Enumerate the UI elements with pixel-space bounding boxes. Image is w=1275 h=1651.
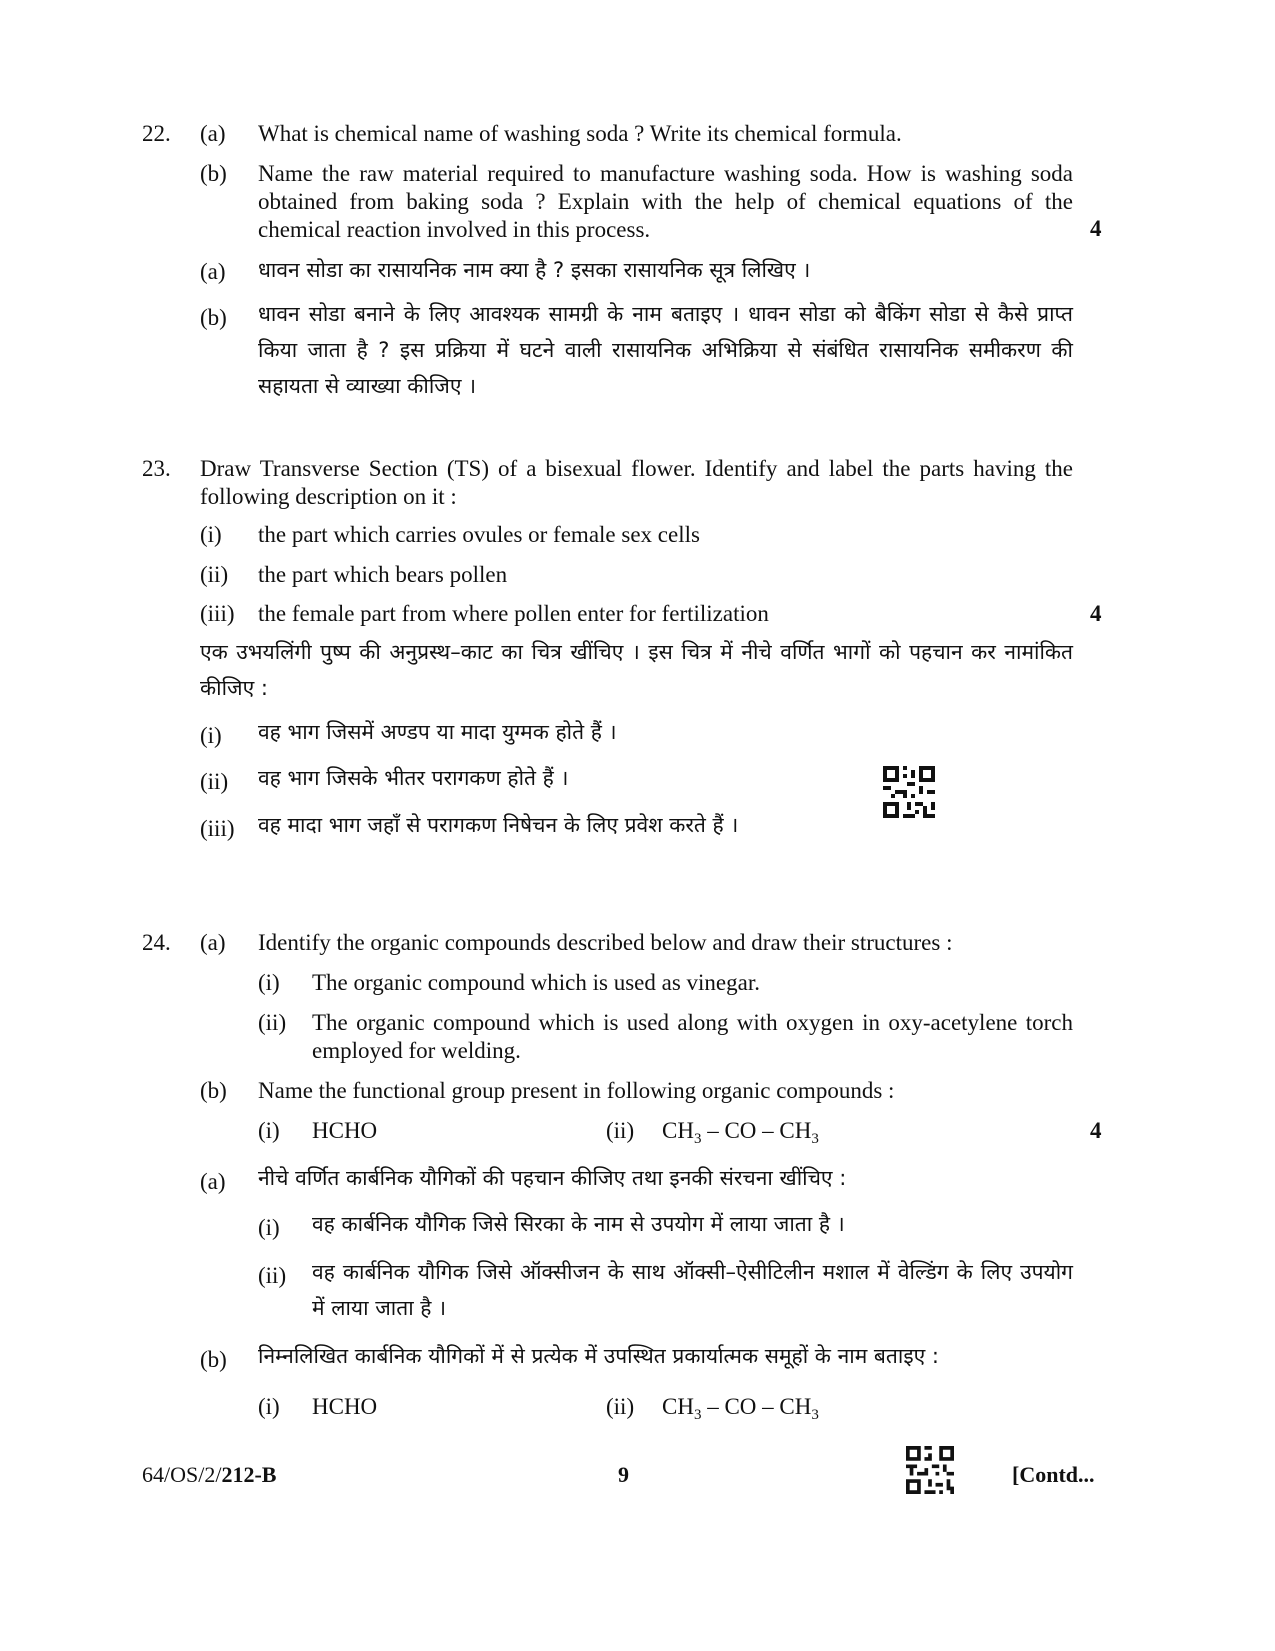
q24-b-text: Name the functional group present in following organic compounds : — [258, 1078, 895, 1103]
q23-hi-ii-text: वह भाग जिसके भीतर परागकण होते हैं । — [258, 766, 569, 790]
q23-hi-iii-label: (iii) — [200, 816, 235, 841]
q24-hi-b-ii-formula: $CH_3$ – CO – $CH_3$ — [662, 1394, 819, 1423]
q24-b-label: (b) — [200, 1078, 227, 1103]
q22-number: 22. — [142, 121, 171, 146]
q23-number: 23. — [142, 456, 171, 481]
q22-a-label: (a) — [200, 121, 226, 146]
q23-iii-label: (iii) — [200, 601, 235, 626]
q22-hi-b-text: धावन सोडा बनाने के लिए आवश्यक सामग्री के नाम बताइए । धावन सोडा को बैकिंग सोडा से कैसे प्राप्त किया जाता है ? इस प्रक्रिया में घटने वाली रासायनिक अभिक्रिया से संबंधित रासायनिक समीकरण की सहायता से व्याख्या कीजिए । — [258, 302, 1073, 398]
q24-hi-b-label: (b) — [200, 1347, 227, 1372]
q22-hi-a-text: धावन सोडा का रासायनिक नाम क्या है ? इसका रासायनिक सूत्र लिखिए । — [258, 258, 811, 282]
q22-marks: 4 — [1090, 216, 1102, 241]
q24-b-i-label: (i) — [258, 1118, 280, 1143]
q24-a-ii-label: (ii) — [258, 1010, 287, 1035]
q24-hi-a-label: (a) — [200, 1169, 226, 1194]
footer-contd: [Contd... — [1012, 1462, 1095, 1487]
q24-a-label: (a) — [200, 930, 226, 955]
q24-hi-b-i-label: (i) — [258, 1394, 280, 1419]
q24-hi-a-i-label: (i) — [258, 1215, 280, 1240]
q23-marks: 4 — [1090, 601, 1102, 626]
q23-ii-label: (ii) — [200, 562, 229, 587]
q23-i-text: the part which carries ovules or female sex cells — [258, 522, 700, 547]
q22-b-text: Name the raw material required to manufacture washing soda. How is washing soda obtained from baking soda ? Explain with the help of chemical equations of the chemical reaction involved in this process. — [258, 161, 1073, 242]
q24-hi-a-i-text: वह कार्बनिक यौगिक जिसे सिरका के नाम से उपयोग में लाया जाता है । — [312, 1212, 845, 1236]
qr-code-icon — [906, 1446, 954, 1494]
q24-hi-b-ii-label: (ii) — [606, 1394, 635, 1419]
q24-hi-a-ii-text: वह कार्बनिक यौगिक जिसे ऑक्सीजन के साथ ऑक्सी–ऐसीटिलीन मशाल में वेल्डिंग के लिए उपयोग में लाया जाता है । — [312, 1260, 1073, 1320]
q23-iii-text: the female part from where pollen enter for fertilization — [258, 601, 769, 626]
qr-code-icon — [883, 766, 935, 818]
footer-paper-code: 64/OS/2/212-B — [142, 1462, 277, 1487]
q22-b-label: (b) — [200, 161, 227, 186]
q23-hi-ii-label: (ii) — [200, 769, 229, 794]
q24-hi-b-text: निम्नलिखित कार्बनिक यौगिकों में से प्रत्येक में उपस्थित प्रकार्यात्मक समूहों के नाम बताइए : — [258, 1344, 940, 1368]
q24-hi-b-i-text: HCHO — [312, 1394, 378, 1419]
q24-a-text: Identify the organic compounds described below and draw their structures : — [258, 930, 953, 955]
q24-hi-a-ii-label: (ii) — [258, 1263, 287, 1288]
q24-b-i-text: HCHO — [312, 1118, 378, 1143]
q23-hi-i-label: (i) — [200, 723, 222, 748]
q24-b-ii-label: (ii) — [606, 1118, 635, 1143]
q22-hi-a-label: (a) — [200, 259, 226, 284]
q23-hi-text: एक उभयलिंगी पुष्प की अनुप्रस्थ–काट का चित्र खींचिए । इस चित्र में नीचे वर्णित भागों को पहचान कर नामांकित कीजिए : — [200, 640, 1073, 700]
q24-a-ii-text: The organic compound which is used along with oxygen in oxy-acetylene torch employed for welding. — [312, 1010, 1073, 1063]
q22-a-text: What is chemical name of washing soda ? Write its chemical formula. — [258, 121, 902, 146]
q24-a-i-text: The organic compound which is used as vinegar. — [312, 970, 760, 995]
q22-hi-b-label: (b) — [200, 305, 227, 330]
q24-number: 24. — [142, 930, 171, 955]
q23-i-label: (i) — [200, 522, 222, 547]
q23-ii-text: the part which bears pollen — [258, 562, 508, 587]
q24-b-ii-formula: $CH_3$ – CO – $CH_3$ — [662, 1118, 819, 1147]
q24-hi-a-text: नीचे वर्णित कार्बनिक यौगिकों की पहचान कीजिए तथा इनकी संरचना खींचिए : — [258, 1166, 847, 1190]
footer-page-number: 9 — [618, 1462, 629, 1487]
q24-a-i-label: (i) — [258, 970, 280, 995]
q23-hi-iii-text: वह मादा भाग जहाँ से परागकण निषेचन के लिए प्रवेश करते हैं । — [258, 813, 739, 837]
q24-marks: 4 — [1090, 1118, 1102, 1143]
q23-text: Draw Transverse Section (TS) of a bisexual flower. Identify and label the parts having the following description on it : — [200, 456, 1073, 509]
q23-hi-i-text: वह भाग जिसमें अण्डप या मादा युग्मक होते हैं । — [258, 720, 617, 744]
